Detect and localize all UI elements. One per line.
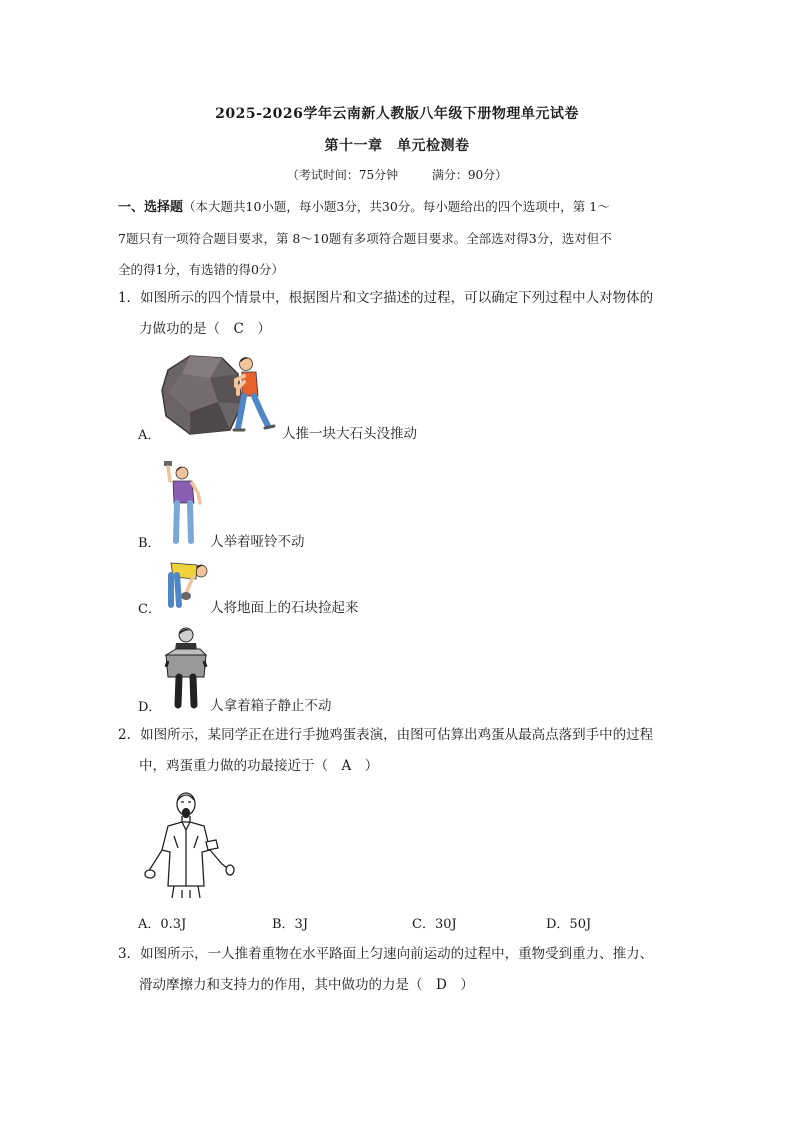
q2-option-a: A．0.3J — [138, 917, 187, 932]
question-3-line-2: 滑动摩擦力和支持力的作用，其中做功的力是（ D ） — [139, 977, 474, 993]
exam-time: （考试时间：75分钟 — [286, 168, 399, 182]
page-title: 2025-2026学年云南新人教版八年级下册物理单元试卷 — [215, 106, 579, 122]
question-3 — [118, 939, 683, 1001]
question-3-line-1: 3．如图所示，一人推着重物在水平路面上匀速向前运动的过程中，重物受到重力、推力、 — [118, 946, 654, 962]
q1-option-b-letter: B． — [138, 536, 161, 551]
q1-option-a-letter: A． — [138, 428, 161, 443]
q1-option-d-letter: D． — [138, 700, 162, 715]
egg-juggling-illustration — [138, 790, 250, 900]
section-heading: 一、选择题 — [118, 200, 184, 215]
question-2-line-2: 中，鸡蛋重力做的功最接近于（ A ） — [139, 758, 379, 774]
hold-box-illustration — [162, 625, 210, 709]
q1-option-c-letter: C． — [138, 602, 161, 617]
exam-score: 满分：90分） — [431, 168, 508, 182]
dumbbell-illustration — [162, 459, 208, 545]
section-instructions — [118, 191, 678, 285]
pick-up-stone-illustration — [163, 557, 209, 609]
question-1 — [118, 283, 683, 345]
question-1-line-1: 1．如图所示的四个情景中，根据图片和文字描述的过程，可以确定下列过程中人对物体的 — [118, 290, 654, 306]
chapter-title: 第十一章 单元检测卷 — [324, 138, 470, 154]
section-line-1: （本大题共10小题，每小题3分，共30分。每小题给出的四个选项中，第 1～ — [183, 199, 610, 214]
q2-option-c: C．30J — [412, 917, 457, 932]
q2-option-b: B．3J — [272, 917, 309, 932]
question-2 — [118, 720, 683, 782]
section-line-2: 7题只有一项符合题目要求，第 8～10题有多项符合题目要求。全部选对得3分，选对但不 — [118, 231, 612, 246]
q1-option-b-text: 人举着哑铃不动 — [210, 534, 305, 550]
rock-push-illustration — [160, 352, 280, 438]
q1-option-d-text: 人拿着箱子静止不动 — [210, 698, 332, 714]
section-line-3: 全的得1分，有选错的得0分） — [118, 262, 284, 277]
q2-option-d: D．50J — [546, 917, 592, 932]
q1-option-a-text: 人推一块大石头没推动 — [282, 426, 417, 442]
exam-info — [0, 166, 794, 183]
question-2-line-1: 2．如图所示，某同学正在进行手抛鸡蛋表演，由图可估算出鸡蛋从最高点落到手中的过程 — [118, 727, 654, 743]
q1-option-c-text: 人将地面上的石块捡起来 — [210, 600, 359, 616]
question-1-line-2: 力做功的是（ C ） — [139, 321, 271, 337]
